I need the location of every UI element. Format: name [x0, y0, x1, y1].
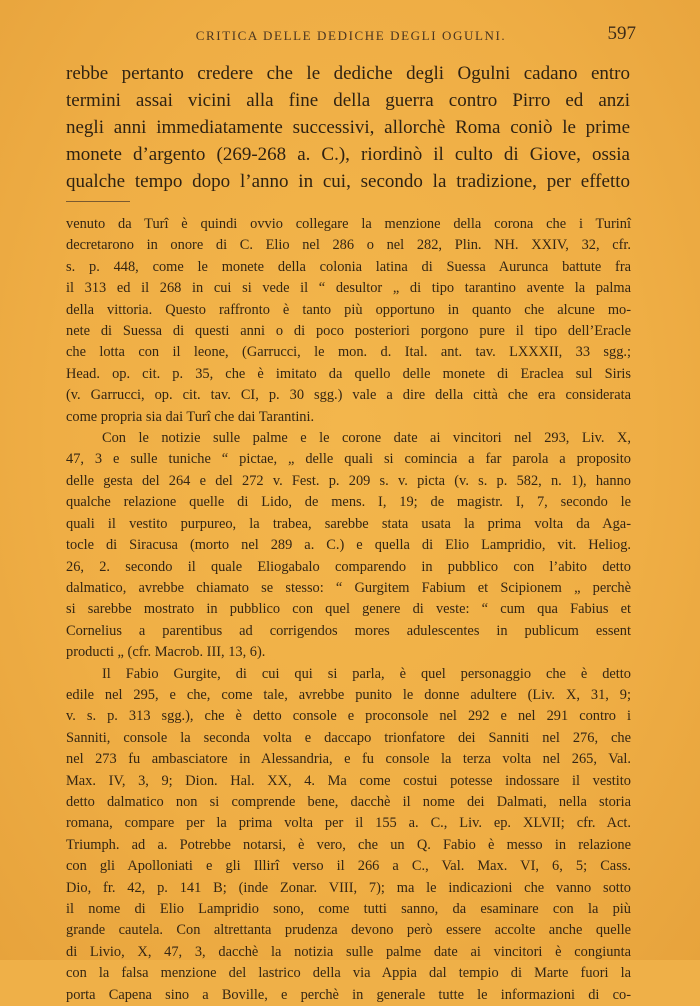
- footnotes: [66, 214, 631, 1006]
- footnote-line: con la falsa menzione del lastrico della via Appia dal tempio di Marte fuori la: [66, 965, 631, 982]
- footnote-line: Dio, fr. 42, p. 141 B; (inde Zonar. VIII, 7); ma le indicazioni che vanno sotto: [66, 879, 631, 896]
- footnote-line: v. s. p. 313 sgg.), che è detto console e proconsole nel 292 e nel 291 contro i: [66, 708, 631, 725]
- footnote-line: che lotta con il leone, (Garrucci, le mon. d. Ital. ant. tav. LXXXII, 33 sgg.;: [66, 344, 631, 361]
- footnote-line: il nome di Elio Lampridio sono, come tutti sanno, da esaminare con la più: [66, 901, 631, 917]
- footnote-line: decretarono in onore di C. Elio nel 286 o nel 282, Plin. NH. XXIV, 32, cfr.: [66, 237, 631, 254]
- footnote-line: producti „ (cfr. Macrob. III, 13, 6).: [66, 644, 266, 661]
- footnote-line: il 313 ed il 268 in cui si vede il “ desultor „ di tipo tarantino avente la palma: [66, 280, 631, 297]
- footnote-line: Il Fabio Gurgite, di cui qui si parla, è quel personaggio che è detto: [102, 665, 631, 682]
- main-text: [66, 60, 630, 195]
- footnote-separator: [66, 201, 130, 202]
- main-text-line: monete d’argento (269-268 a. C.), riordinò il culto di Giove, ossia: [66, 144, 630, 165]
- footnote-line: Con le notizie sulle palme e le corone date ai vincitori nel 293, Liv. X,: [102, 430, 631, 447]
- footnote-line: nete di Suessa di questi anni o di poco posteriori porgono pure il tipo dell’Eracle: [66, 323, 631, 340]
- page-header: [66, 23, 636, 48]
- footnote-line: dalmatico, avrebbe chiamato se stesso: “ Gurgitem Fabium et Scipionem „ perchè: [66, 579, 631, 596]
- main-text-line: termini assai vicini alla fine della guerra contro Pirro ed anzi: [66, 90, 630, 111]
- main-text-line: rebbe pertanto credere che le dediche degli Ogulni cadano entro: [66, 63, 630, 84]
- footnote-line: nel 273 fu ambasciatore in Alessandria, e fu console la terza volta nel 265, Val.: [66, 751, 631, 768]
- footnote-line: di Livio, X, 47, 3, dacchè la notizia sulle palme date ai vincitori è congiunta: [66, 943, 631, 960]
- running-title: CRITICA DELLE DEDICHE DEGLI OGULNI.: [195, 28, 507, 43]
- footnote-line: 26, 2. secondo il quale Eliogabalo comparendo in pubblico con l’abito detto: [66, 558, 631, 575]
- main-text-line: negli anni immediatamente successivi, allorchè Roma coniò le prime: [66, 117, 630, 138]
- footnote-line: s. p. 448, come le monete della colonia latina di Suessa Aurunca battute fra: [66, 258, 631, 275]
- footnote-line: Sanniti, console la seconda volta e daccapo trionfatore dei Sanniti nel 276, che: [66, 729, 631, 746]
- footnote-line: si sarebbe mostrato in pubblico con quel genere di veste: “ cum qua Fabius et: [66, 601, 631, 618]
- footnote-line: qualche relazione quelle di Lido, de mens. I, 19; de magistr. I, 7, secondo le: [66, 494, 631, 511]
- footnote-line: (v. Garrucci, op. cit. tav. CI, p. 30 sgg.) vale a dire della città che era considerata: [66, 387, 631, 404]
- footnote-line: con gli Apolloniati e gli Illirî verso il 266 a C., Val. Max. VI, 6, 5; Cass.: [66, 858, 631, 875]
- footnote-line: delle gesta del 264 e del 272 v. Fest. p. 209 s. v. picta (v. s. p. 582, n. 1), hanno: [66, 472, 631, 489]
- footnote-line: porta Capena sino a Boville, e perchè in generale tutte le informazioni di co-: [66, 986, 631, 1003]
- footnote-line: come propria sia dai Turî che dai Tarantini.: [66, 408, 315, 425]
- footnote-line: grande cautela. Con altrettanta prudenza devono però essere accolte anche quelle: [66, 922, 631, 939]
- footnote-line: Max. IV, 3, 9; Dion. Hal. XX, 4. Ma come costui potesse indossare il vestito: [66, 772, 631, 789]
- page-number: 597: [607, 23, 636, 44]
- footnote-line: venuto da Turî è quindi ovvio collegare la menzione della corona che i Turinî: [66, 216, 631, 232]
- main-text-line: qualche tempo dopo l’anno in cui, secondo la tradizione, per effetto: [66, 171, 630, 192]
- footnote-line: romana, compare per la prima volta per il 155 a. C., Liv. ep. XLVII; cfr. Act.: [66, 815, 631, 832]
- footnote-line: detto dalmatico non si comprende bene, dacchè il nome dei Dalmati, nella storia: [66, 793, 631, 810]
- footnote-line: Cornelius a parentibus ad corrigendos mores adulescentes in publicum essent: [66, 622, 631, 639]
- footnote-line: tocle di Siracusa (morto nel 289 a. C.) e quella di Elio Lampridio, vit. Heliog.: [66, 537, 631, 554]
- footnote-line: edile nel 295, e che, come tale, avrebbe punito le donne adultere (Liv. X, 31, 9;: [66, 686, 631, 703]
- footnote-line: quali il vestito purpureo, la trabea, sarebbe stata usata la prima volta da Aga-: [66, 515, 631, 532]
- footnote-line: Triumph. ad a. Potrebbe notarsi, è vero, che un Q. Fabio è messo in relazione: [66, 836, 631, 853]
- footnote-line: 47, 3 e sulle tuniche “ pictae, „ delle quali si comincia a far parola a proposito: [66, 451, 631, 468]
- footnote-line: della vittoria. Questo raffronto è tanto più opportuno in quanto che alcune mo-: [66, 301, 631, 318]
- footnote-line: Head. op. cit. p. 35, che è imitato da quello delle monete di Eraclea sul Siris: [66, 365, 631, 382]
